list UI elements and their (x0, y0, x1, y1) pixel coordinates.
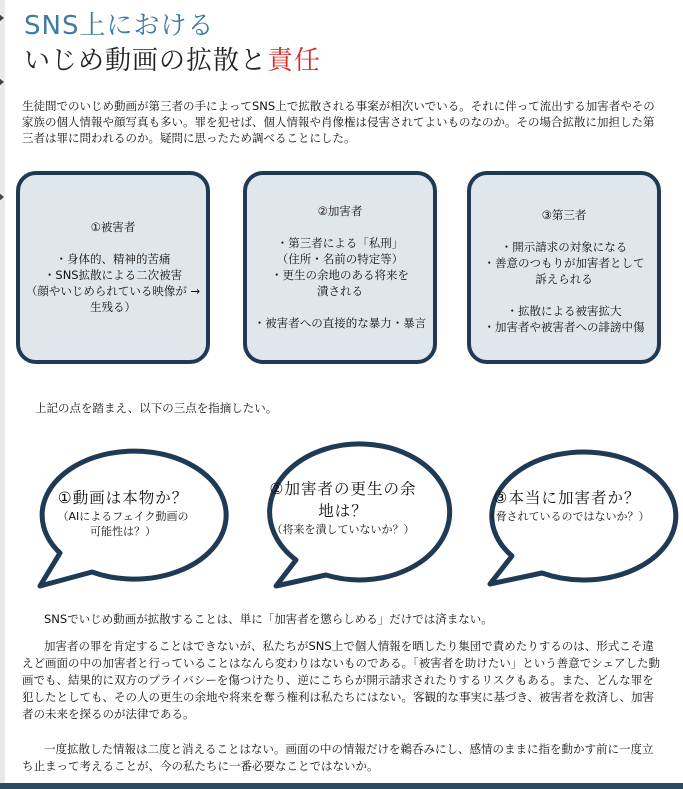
bubble-main: ①動画は本物か？ (57, 489, 189, 507)
intro-paragraph: 生徒間でのいじめ動画が第三者の手によってSNS上で拡散される事案が相次いでいる。それに伴って流出する加害者やその家族の個人情報や顔写真も多い。罪を犯せば、個人情報や肖像権は侵害されてよいものなのか。その場合拡散に加担した第三者は罪に問われるのか。疑問に思ったため調べることにした。 (22, 99, 655, 145)
card-heading: ②加害者 (317, 204, 363, 218)
card-line: ・開示請求の対象になる (500, 240, 628, 254)
conclusion-paragraph-2: 加害者の罪を肯定することはできないが、私たちがSNS上で個人情報を晒したり集団で責めたりするのは、形式こそ違えど画面の中の加害者と行っていることはなんら変わりはないものである。「被害者を助けたい」という善意でシェアした動画でも、結果的に双方のプライバシーを傷つけたり、逆にこちらが開示請求されたりするリスクもある。また、どんな罪を犯したとしても、その人の更生の余地や将来を奪う権利は私たちにはない。客観的な事実に基づき、被害者を救済し、加害者の未来を探るのが法律である。 (22, 639, 661, 721)
card-line: 生残る） (90, 300, 136, 314)
card-line: ・更生の余地のある将来を (271, 268, 409, 282)
card-line: 訴えられる (535, 272, 593, 286)
card-line: ・被害者への直接的な暴力・暴言 (253, 316, 427, 330)
bubble-3-text (478, 487, 656, 524)
bubble-sub: （脅されているのではないか？） (484, 510, 650, 523)
bubble-main: ②加害者の更生の余 (269, 480, 417, 498)
bubble-sub: （AIによるフェイク動画の (57, 510, 189, 523)
card-heading: ③第三者 (541, 208, 587, 222)
bubble-main: 地は？ (318, 502, 368, 520)
bubble-sub: （将来を潰していないか？） (271, 523, 415, 536)
card-heading: ①被害者 (90, 220, 136, 234)
title-accent: 責任 (267, 46, 322, 76)
bubble-2-text (258, 478, 428, 537)
card-line: （顔やいじめられている映像が → (25, 284, 201, 298)
summary-text: 上記の点を踏まえ、以下の三点を指摘したい。 (35, 401, 278, 415)
footer-bar (0, 783, 683, 789)
bubble-1-text (34, 487, 212, 539)
card-line: ・第三者による「私刑」 (276, 236, 404, 250)
card-line: 潰される (317, 284, 363, 298)
card-line: ・SNS拡散による二次被害 (43, 268, 183, 282)
conclusion-paragraph-1: SNSでいじめ動画が拡散することは、単に「加害者を懲らしめる」だけでは済まない。 (44, 612, 493, 626)
conclusion-paragraph-3: 一度拡散した情報は二度と消えることはない。画面の中の情報だけを鵜呑みにし、感情のままに指を動かす前に一度立ち止まって考えることが、今の私たちに一番必要なことではないか。 (22, 742, 654, 773)
card-line: ・善意のつもりが加害者として (483, 256, 645, 270)
card-line: ・身体的、精神的苦痛 (55, 252, 171, 266)
title-line-2-main: いじめ動画の拡散と (24, 46, 268, 76)
arrow-icon: → (190, 284, 201, 298)
bubble-sub: 可能性は？） (90, 525, 156, 538)
card-line: ・加害者や被害者への誹謗中傷 (483, 320, 645, 334)
card-line: （住所・名前の特定等） (276, 252, 404, 266)
bubble-main: ③本当に加害者か？ (493, 489, 641, 507)
card-line: ・拡散による被害拡大 (506, 304, 622, 318)
title-line-1: SNS上における (24, 11, 215, 41)
